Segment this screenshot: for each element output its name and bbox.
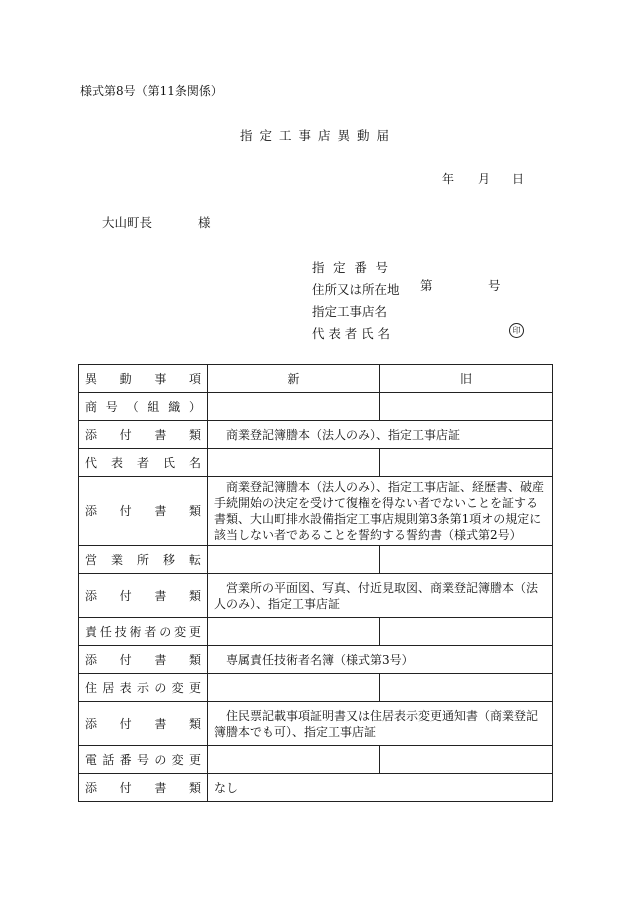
row-label: 添 付 書 類	[85, 652, 201, 667]
row-label-cell	[79, 546, 208, 574]
form-number: 様式第8号（第11条関係）	[80, 84, 223, 98]
old-value-cell[interactable]	[380, 746, 553, 774]
old-value-cell[interactable]	[380, 674, 553, 702]
representative-label: 代 表 者 氏 名	[312, 326, 390, 341]
row-label: 添 付 書 類	[85, 716, 201, 731]
header-old-cell: 旧	[380, 365, 553, 393]
representative-row	[312, 324, 532, 344]
table-row	[79, 746, 553, 774]
row-label: 添 付 書 類	[85, 504, 201, 518]
row-label: 営 業 所 移 転	[85, 552, 201, 567]
header-new-cell: 新	[208, 365, 380, 393]
row-label: 代 表 者 氏 名	[85, 455, 201, 470]
table-row	[79, 618, 553, 646]
table-header-row	[79, 365, 553, 393]
row-label-cell	[79, 674, 208, 702]
row-label-cell	[79, 646, 208, 674]
seal-mark: 印	[509, 323, 524, 338]
table-row	[79, 702, 553, 746]
row-label-cell	[79, 618, 208, 646]
attachment-documents-cell	[208, 646, 553, 674]
table-row	[79, 393, 553, 421]
new-value-cell[interactable]	[208, 393, 380, 421]
attachment-documents-text: 専属責任技術者名簿（様式第3号）	[226, 652, 414, 667]
date-day-label: 日	[512, 172, 525, 186]
old-value-cell[interactable]	[380, 449, 553, 477]
addressee-honorific: 様	[198, 215, 211, 230]
table-row	[79, 477, 553, 546]
row-label: 添 付 書 類	[85, 780, 201, 795]
row-label: 添 付 書 類	[85, 427, 201, 442]
row-label: 電 話 番 号 の 変 更	[85, 752, 201, 767]
attachment-documents-text: なし	[214, 780, 239, 795]
date-year-label: 年	[442, 172, 455, 186]
attachment-documents-cell	[208, 421, 553, 449]
attachment-documents-text: 営業所の平面図、写真、付近見取図、商業登記簿謄本（法人のみ）、指定工事店証	[214, 580, 539, 611]
header-item-cell	[79, 365, 208, 393]
row-label-cell	[79, 746, 208, 774]
date-month-label: 月	[478, 172, 491, 186]
address-row	[312, 280, 400, 300]
table-row	[79, 421, 553, 449]
row-label: 添 付 書 類	[85, 588, 201, 603]
addressee-name: 大山町長	[102, 215, 153, 230]
row-label-cell	[79, 421, 208, 449]
change-items-table	[78, 364, 553, 802]
designation-prefix: 第	[420, 278, 433, 293]
table-row	[79, 546, 553, 574]
table-row	[79, 449, 553, 477]
document-title: 指定工事店異動届	[240, 128, 397, 143]
attachment-documents-text: 商業登記簿謄本（法人のみ）、指定工事店証	[226, 427, 461, 442]
attachment-documents-cell	[208, 477, 553, 546]
attachment-documents-cell	[208, 774, 553, 802]
attachment-documents-text: 住民票記載事項証明書又は住居表示変更通知書（商業登記簿謄本でも可）、指定工事店証	[214, 708, 539, 739]
row-label-cell	[79, 702, 208, 746]
addressee	[102, 213, 211, 231]
attachment-documents-text: 商業登記簿謄本（法人のみ）、指定工事店証、経歴書、破産手続開始の決定を受けて復権を得ない者でないことを証する書類、大山町排水設備指定工事店規則第3条第1項オの規定に該当しない者であることを誓約する誓約書（様式第2号）	[214, 480, 545, 542]
table-row	[79, 574, 553, 618]
row-label: 住 居 表 示 の 変 更	[85, 680, 201, 695]
new-value-cell[interactable]	[208, 546, 380, 574]
address-label: 住所又は所在地	[312, 282, 400, 297]
table-row	[79, 774, 553, 802]
new-value-cell[interactable]	[208, 674, 380, 702]
row-label-cell	[79, 477, 208, 546]
header-item-label: 異 動 事 項	[85, 371, 201, 386]
old-value-cell[interactable]	[380, 618, 553, 646]
shop-name-row	[312, 302, 387, 322]
designation-suffix: 号	[488, 278, 501, 293]
attachment-documents-cell	[208, 574, 553, 618]
new-value-cell[interactable]	[208, 746, 380, 774]
table-row	[79, 646, 553, 674]
row-label-cell	[79, 393, 208, 421]
row-label-cell	[79, 449, 208, 477]
table-row	[79, 674, 553, 702]
new-value-cell[interactable]	[208, 618, 380, 646]
old-value-cell[interactable]	[380, 546, 553, 574]
row-label: 責 任 技 術 者 の 変 更	[85, 624, 201, 639]
row-label-cell	[79, 774, 208, 802]
row-label: 商 号 （ 組 織 ）	[85, 399, 201, 414]
shop-name-label: 指定工事店名	[312, 304, 388, 319]
old-value-cell[interactable]	[380, 393, 553, 421]
new-value-cell[interactable]	[208, 449, 380, 477]
attachment-documents-cell	[208, 702, 553, 746]
row-label-cell	[79, 574, 208, 618]
designation-number-label: 指 定 番 号	[312, 260, 388, 275]
